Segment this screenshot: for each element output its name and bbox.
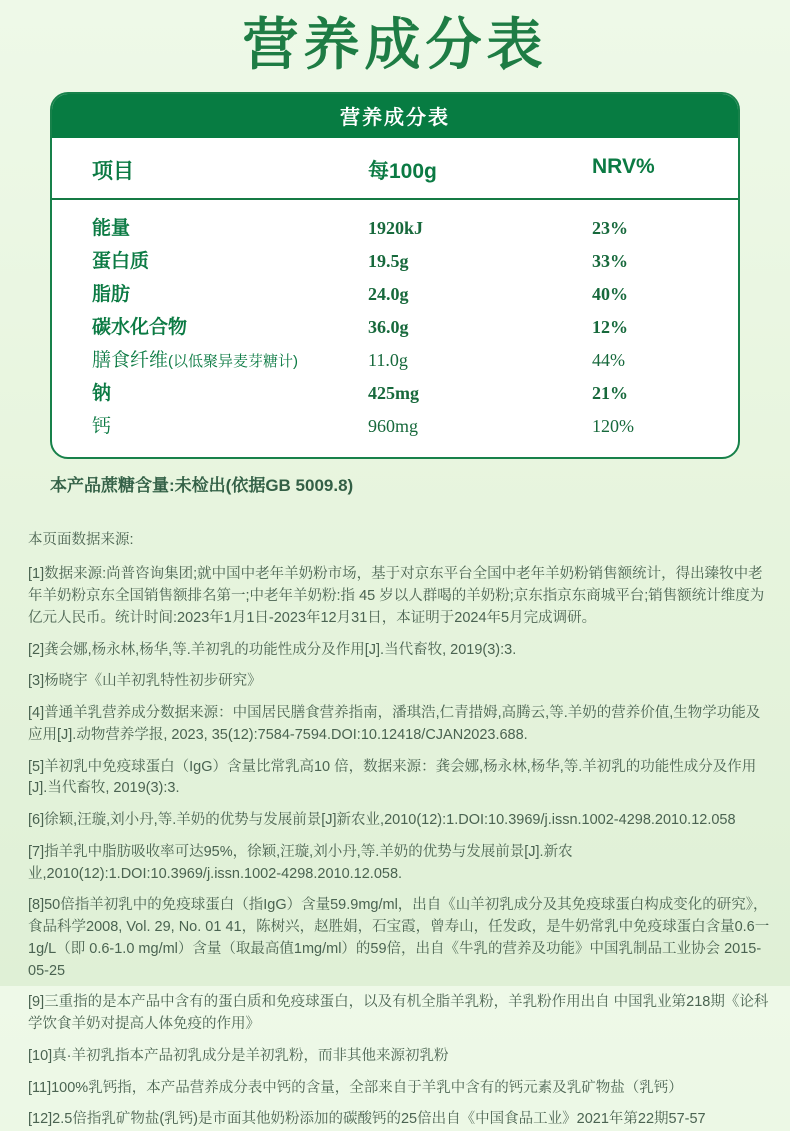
row-label: 能量 [92,217,131,239]
row-label-note: (以低聚异麦芽糖计) [168,352,299,370]
row-value: 1920kJ [368,217,424,238]
row-nrv: 23% [592,217,628,238]
source-item-5: [5]羊初乳中免疫球蛋白（IgG）含量比常乳高10 倍，数据来源：龚会娜,杨永林,杨华,等.羊初乳的功能性成分及作用[J].当代畜牧, 2019(3):3. [28,758,757,797]
source-item-4: [4]普通羊乳营养成分数据来源：中国居民膳食营养指南，潘琪浩,仁青措姆,高腾云,等.羊奶的营养价值,生物学功能及应用[J].动物营养学报, 2023, 35(12):7584-7594.DOI:10.12418/CJAN2023.688. [28,705,761,743]
row-value: 24.0g [368,283,409,304]
source-item-11: [11]100%乳钙指，本产品营养成分表中钙的含量，全部来自于羊乳中含有的钙元素及乳矿物盐（乳钙） [28,1079,683,1096]
source-item-6: [6]徐颖,汪璇,刘小丹,等.羊奶的优势与发展前景[J]新农业,2010(12):1.DOI:10.3969/j.issn.1002-4298.2010.12.058 [28,812,736,829]
row-value: 425mg [368,382,419,403]
page-title: 营养成分表 [242,13,548,76]
table-row-fat [52,276,738,309]
column-header-nrv: NRV% [592,154,655,178]
source-item-10: [10]真·羊初乳指本产品初乳成分是羊初乳粉，而非其他来源初乳粉 [28,1047,449,1064]
source-item-2: [2]龚会娜,杨永林,杨华,等.羊初乳的功能性成分及作用[J].当代畜牧, 2019(3):3. [28,641,517,658]
row-nrv: 21% [592,382,628,403]
sources-heading: 本页面数据来源: [28,531,134,548]
source-item-9: [9]三重指的是本产品中含有的蛋白质和免疫球蛋白，以及有机全脂羊乳粉，羊乳粉作用出自 中国乳业第218期《论科学饮食羊奶对提高人体免疫的作用》 [28,994,769,1033]
row-nrv: 120% [592,415,634,436]
row-value: 11.0g [368,349,408,370]
row-nrv: 33% [592,250,628,271]
row-value: 19.5g [368,250,409,271]
row-label: 钠 [92,382,112,404]
row-nrv: 40% [592,283,628,304]
table-row-protein [52,243,738,276]
source-item-7: [7]指羊乳中脂肪吸收率可达95%，徐颖,汪璇,刘小丹,等.羊奶的优势与发展前景[J].新农业,2010(12):1.DOI:10.3969/j.issn.1002-4298.2010.12.058. [28,843,573,882]
row-label: 蛋白质 [92,250,150,272]
source-item-3: [3]杨晓宇《山羊初乳特性初步研究》 [28,673,262,690]
nutrition-facts-card [50,92,740,459]
source-item-12: [12]2.5倍指乳矿物盐(乳钙)是市面其他奶粉添加的碳酸钙的25倍出自《中国食品工业》2021年第22期57-57 [28,1111,706,1128]
data-sources-section [0,496,790,1131]
column-header-per100g: 每100g [368,159,437,183]
table-row-energy [52,210,738,243]
row-label: 钙 [92,415,112,437]
row-label: 碳水化合物 [92,316,188,338]
table-row-carbohydrate [52,309,738,342]
table-body [52,200,738,457]
table-row-sodium [52,375,738,408]
row-label-main: 膳食纤维 [92,349,169,371]
row-value: 960mg [368,415,419,436]
table-row-calcium [52,408,738,441]
source-item-1: [1]数据来源:尚普咨询集团;就中国中老年羊奶粉市场，基于对京东平台全国中老年羊奶粉销售额统计，得出臻牧中老年羊奶粉京东全国销售额排名第一;中老年羊奶粉:指 45 岁以人群喝的羊奶粉;京东指京东商城平台;销售额统计维度为亿元人民币。统计时间:2023年1月1日-2023年12月31日，本证明于2024年5月完成调研。 [28,566,765,626]
column-header-item: 项目 [92,159,134,183]
row-nrv: 44% [592,349,625,370]
row-label [52,345,368,372]
sucrose-content-note: 本产品蔗糖含量:未检出(依据GB 5009.8) [50,475,354,495]
card-header-title: 营养成分表 [52,94,738,138]
row-value: 36.0g [368,316,409,337]
table-header-row [52,138,738,198]
source-item-8: [8]50倍指羊初乳中的免疫球蛋白（指IgG）含量59.9mg/ml，出自《山羊初乳成分及其免疫球蛋白构成变化的研究》，食品科学2008, Vol. 29, No. 01 41，陈树兴，赵胜娟，石宝霞，曾寿山，任发政，是牛奶常乳中免疫球蛋白含量0.6一1g/L（即 0.6-1.0 mg/ml）含量（取最高值1mg/ml）的59倍，出自《牛乳的营养及功能》中国乳制品工业协会 2015-05-25 [28,897,770,979]
row-label: 脂肪 [92,283,131,305]
table-row-dietary-fiber [52,342,738,375]
row-nrv: 12% [592,316,628,337]
